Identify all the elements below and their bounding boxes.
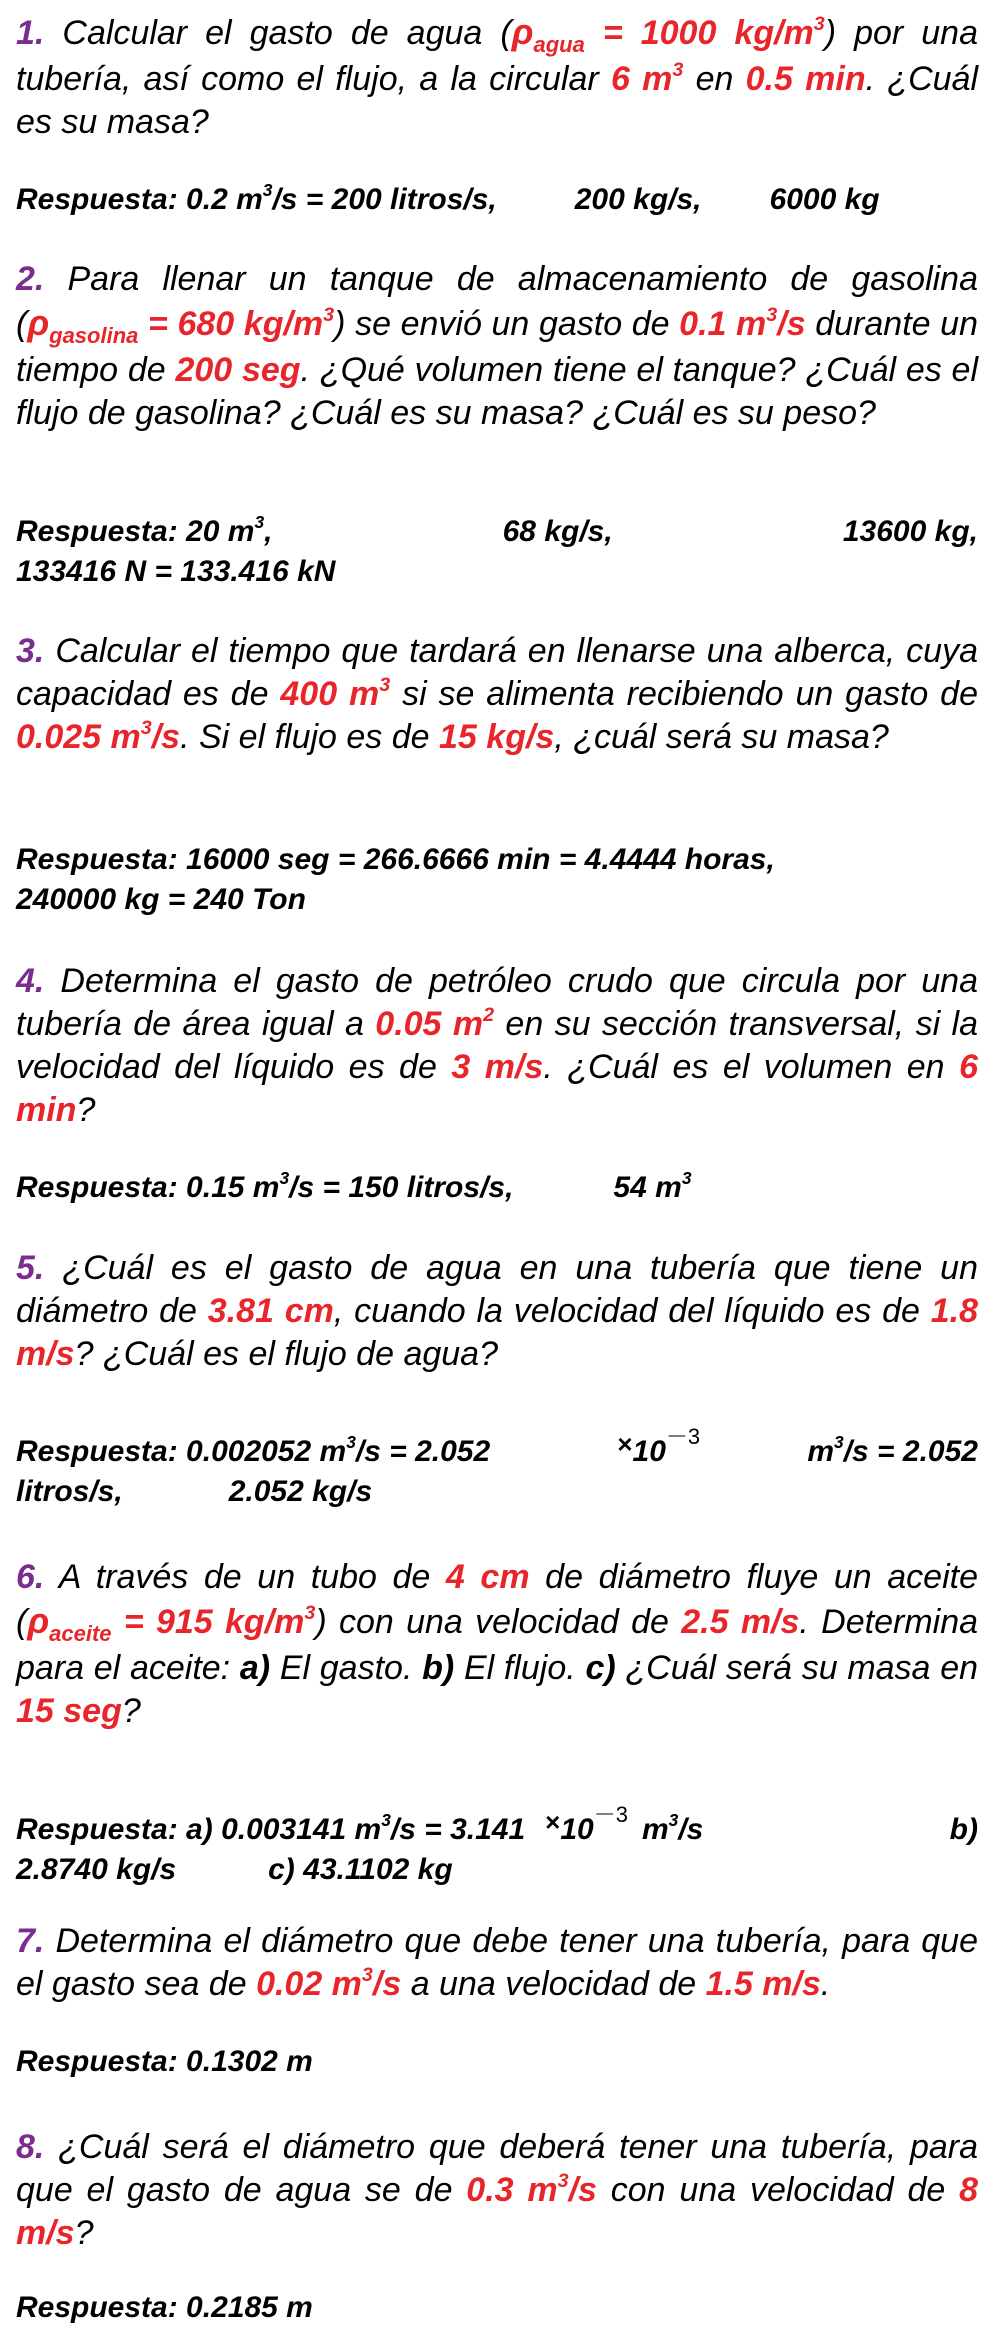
problem-6: 6. A través de un tubo de 4 cm de diámetro fluye un aceite ($\rho_{aceite} = 915$ $kg/m^3$) con una velocidad de 2.5 m/s. Determina para el aceite: a) El gasto. b) El flujo. c) ¿Cuál será su masa en 15 seg? — [16, 1558, 979, 1730]
problem-number: 8. — [16, 2128, 45, 2166]
answer-8: Respuesta: 0.2185 m — [16, 2291, 313, 2324]
problem-number: 5. — [16, 1249, 45, 1287]
problem-3: 3. Calcular el tiempo que tardará en llenarse una alberca, cuya capacidad es de 400 $m^3$ si se alimenta recibiendo un gasto de 0.025 $m^3/s$. Si el flujo es de 15 kg/s, ¿cuál será su masa? — [16, 632, 979, 756]
problem-number: 6. — [16, 1558, 45, 1596]
problem-7: 7. Determina el diámetro que debe tener una tubería, para que el gasto sea de 0.02 $m^3/s$ a una velocidad de 1.5 m/s. — [16, 1922, 978, 2003]
problem-number: 4. — [16, 962, 45, 1000]
scientific-notation: $\times 10^{-3}$ — [545, 1802, 628, 1846]
problem-5: 5. ¿Cuál es el gasto de agua en una tubería que tiene un diámetro de 3.81 cm, cuando la velocidad del líquido es de 1.8 m/s? ¿Cuál es el flujo de agua? — [16, 1249, 979, 1373]
answer-6: Respuesta: a) 0.003141 $m^3/s = 3.141 \times 10^{-3}$ $m^3/s$ b) 2.8740 kg/s c) 43.1102 kg — [16, 1802, 978, 1886]
answer-1: Respuesta: 0.2 $m^3/s = 200$ litros/s, 200 kg/s, 6000 kg — [16, 180, 880, 216]
problem-4: 4. Determina el gasto de petróleo crudo que circula por una tubería de área igual a 0.05 $m^2$ en su sección transversal, si la velocidad del líquido es de 3 m/s. ¿Cuál es el volumen en 6 min? — [16, 962, 978, 1129]
problem-number: 1. — [16, 14, 45, 52]
problem-1: 1. Calcular el gasto de agua ($\rho_{agua} = 1000$ $kg/m^3$) por una tubería, así como el flujo, a la circular 6 $m^3$ en 0.5 min. ¿Cuál es su masa? — [16, 11, 979, 141]
answer-3: Respuesta: 16000 seg = 266.6666 min = 4.4444 horas, 240000 kg = 240 Ton — [16, 843, 775, 916]
problem-2: 2. Para llenar un tanque de almacenamiento de gasolina ($\rho_{gasolina} = 680$ $kg/m^3$) se envió un gasto de 0.1 $m^3/s$ durante un tiempo de 200 seg. ¿Qué volumen tiene el tanque? ¿Cuál es el flujo de gasolina? ¿Cuál es su masa? ¿Cuál es su peso? — [16, 260, 978, 432]
problem-8: 8. ¿Cuál será el diámetro que deberá tener una tubería, para que el gasto de agua se de 0.3 $m^3/s$ con una velocidad de 8 m/s? — [16, 2128, 978, 2252]
answer-5: Respuesta: 0.002052 $m^3/s = 2.052$ $\times 10^{-3}$ $m^3/s = 2.052$ litros/s, 2.052 kg/s — [16, 1424, 978, 1508]
scientific-notation: $\times 10^{-3}$ — [617, 1424, 701, 1468]
answer-2: Respuesta: 20 $m^3$, 68 kg/s, 13600 kg, 133416 N = 133.416 kN — [16, 512, 978, 588]
problem-number: 3. — [16, 632, 45, 670]
problem-number: 7. — [16, 1922, 45, 1960]
problem-number: 2. — [16, 260, 45, 298]
answer-4: Respuesta: 0.15 $m^3/s = 150$ litros/s, 54 $m^3$ — [16, 1168, 692, 1204]
answer-7: Respuesta: 0.1302 m — [16, 2045, 313, 2078]
